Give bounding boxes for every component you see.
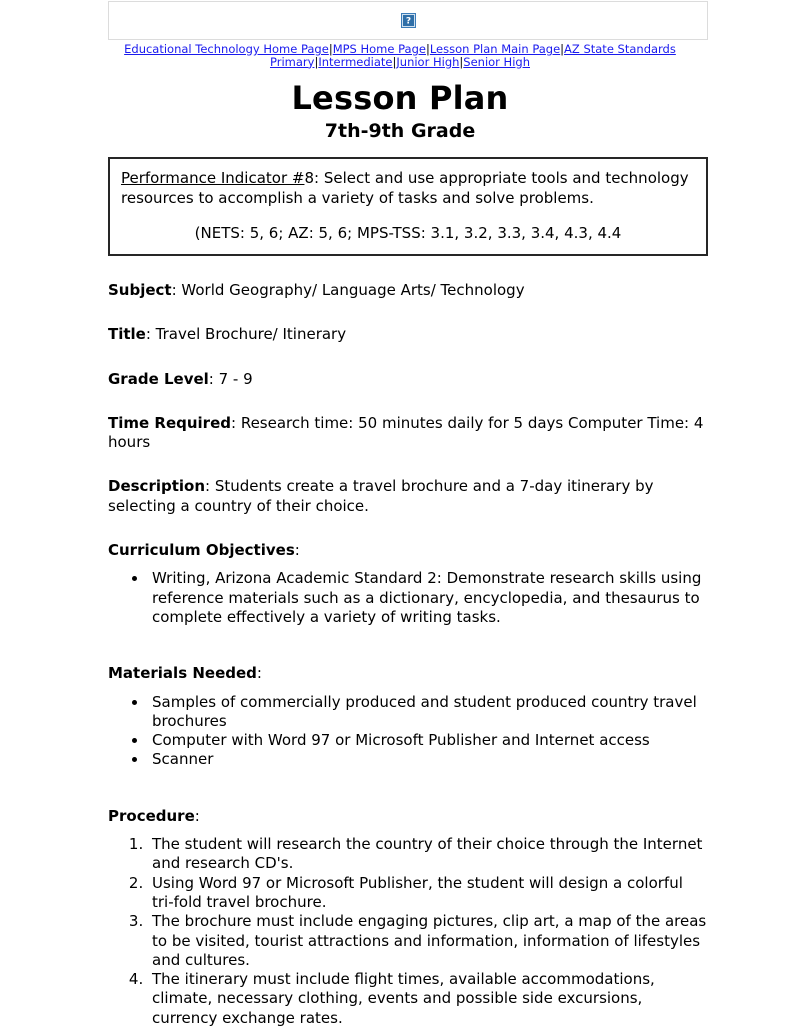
performance-indicator-label: Performance Indicator #: [121, 169, 305, 188]
broken-image-placeholder-icon: [401, 13, 416, 28]
field-label: Grade Level: [108, 369, 209, 388]
nav-link-az-state-standards[interactable]: AZ State Standards: [564, 42, 676, 56]
field-value: : 7 - 9: [208, 369, 253, 388]
spacer: [108, 770, 708, 782]
spacer: [108, 627, 708, 639]
lesson-plan-content: [108, 281, 708, 1028]
performance-indicator-standards: (NETS: 5, 6; AZ: 5, 6; MPS-TSS: 3.1, 3.2, 3.3, 3.4, 4.3, 4.4: [194, 224, 622, 242]
performance-indicator-body: : Select and use appropriate tools and technology resources to accomplish a variety of tasks and solve problems.: [121, 169, 689, 207]
procedure-list: [108, 835, 708, 1028]
section-label: Procedure: [108, 806, 195, 825]
nav-link-senior-high[interactable]: Senior High: [463, 54, 530, 69]
section-colon: :: [194, 806, 200, 825]
performance-indicator-number: 8: [304, 169, 314, 188]
field-description: [108, 477, 708, 516]
field-value: : Research time: 50 minutes daily for 5 days Computer Time: 4 hours: [108, 413, 704, 452]
nav-link-lesson-plan-main-page[interactable]: Lesson Plan Main Page: [429, 42, 561, 56]
section-colon: :: [256, 664, 262, 683]
section-heading-procedure: [108, 807, 708, 826]
list-item: • Computer with Word 97 or Microsoft Publisher and Internet access: [148, 731, 708, 750]
field-value: : Students create a travel brochure and a 7-day itinerary by selecting a country of their choice.: [108, 477, 654, 515]
section-label: Curriculum Objectives: [108, 541, 295, 560]
list-item: • Writing, Arizona Academic Standard 2: Demonstrate research skills using reference materials such as a dictionary, encyclopedia, and thesaurus to complete effectively a variety of writing tasks.: [148, 569, 708, 627]
performance-indicator-box: [108, 157, 708, 256]
nav-link-intermediate[interactable]: Intermediate: [318, 54, 393, 69]
performance-indicator-text: [121, 169, 695, 208]
nav-link-mps-home-page[interactable]: MPS Home Page: [332, 42, 426, 56]
svg-text:?: ?: [405, 16, 411, 26]
curriculum-objectives-list: [108, 569, 708, 627]
nav-separator: |: [425, 42, 430, 56]
section-colon: :: [294, 541, 300, 560]
field-title: [108, 325, 708, 344]
banner-image-container: [108, 1, 708, 40]
list-item: 2. Using Word 97 or Microsoft Publisher, the student will design a colorful tri-fold travel brochure.: [148, 874, 708, 913]
section-heading-curriculum-objectives: [108, 541, 708, 560]
nav-separator: |: [459, 54, 464, 69]
nav-link-junior-high[interactable]: Junior High: [396, 54, 460, 69]
nav-separator: |: [392, 54, 397, 69]
field-value: : World Geography/ Language Arts/ Technology: [171, 281, 525, 299]
field-subject: [108, 281, 708, 300]
field-label: Title: [108, 325, 146, 344]
materials-needed-list: [108, 693, 708, 770]
section-heading-materials-needed: [108, 664, 708, 683]
page-title: Lesson Plan: [291, 79, 509, 118]
nav-separator: |: [560, 42, 565, 56]
section-label: Materials Needed: [108, 664, 257, 683]
list-item: 1. The student will research the country of their choice through the Internet and research CD's.: [148, 835, 708, 874]
nav-separator: |: [314, 54, 319, 69]
list-item: 4. The itinerary must include flight times, available accommodations, climate, necessary clothing, events and possible side excursions, currency exchange rates.: [148, 970, 708, 1028]
page-subtitle: 7th-9th Grade: [324, 120, 476, 143]
list-item: 3. The brochure must include engaging pictures, clip art, a map of the areas to be visited, tourist attractions and information, information of lifestyles and cultures.: [148, 912, 708, 970]
nav-link-educational-technology-home-page[interactable]: Educational Technology Home Page: [124, 42, 329, 56]
nav-separator: |: [328, 42, 333, 56]
field-time-required: [108, 414, 708, 453]
list-item: • Samples of commercially produced and student produced country travel brochures: [148, 693, 708, 732]
field-grade-level: [108, 370, 708, 389]
nav-link-primary[interactable]: Primary: [269, 54, 315, 69]
field-value: : Travel Brochure/ Itinerary: [145, 325, 347, 344]
list-item: • Scanner: [148, 750, 708, 769]
field-label: Time Required: [108, 413, 231, 432]
navigation-links: [0, 43, 800, 68]
field-label: Subject: [108, 281, 172, 299]
field-label: Description: [108, 477, 206, 496]
nav-row-grade-levels: [0, 56, 800, 69]
